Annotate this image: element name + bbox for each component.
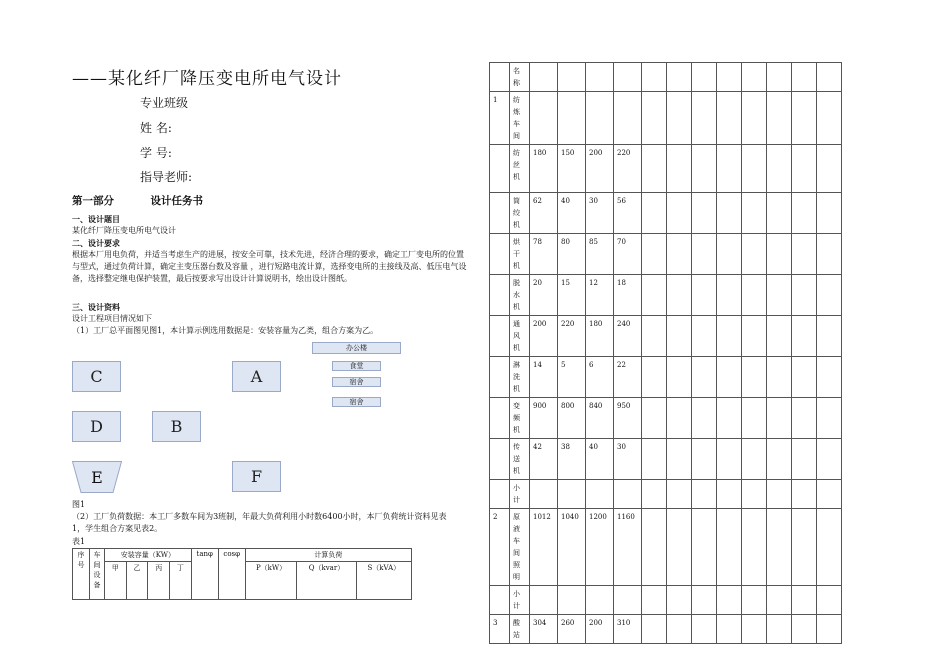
row-name: 筒绞机	[510, 193, 530, 234]
empty-cell	[817, 439, 842, 480]
empty-cell	[817, 193, 842, 234]
row-seq	[490, 480, 510, 509]
empty-cell	[742, 509, 767, 586]
col-q: Q（kvar）	[297, 562, 356, 600]
row-name: 小计	[510, 586, 530, 615]
row-value: 56	[614, 193, 642, 234]
empty-cell	[667, 357, 692, 398]
empty-cell	[767, 275, 792, 316]
row-name: 脱水机	[510, 275, 530, 316]
row-value: 70	[614, 234, 642, 275]
table-row	[490, 357, 842, 398]
seq-header: 序号	[73, 549, 90, 600]
empty-cell	[717, 615, 742, 644]
row-value: 840	[586, 398, 614, 439]
row-value: 40	[586, 439, 614, 480]
col-yi: 乙	[126, 562, 148, 600]
row-seq	[490, 145, 510, 193]
empty-cell	[767, 509, 792, 586]
row-value	[586, 92, 614, 145]
col-bing: 丙	[148, 562, 170, 600]
row-seq	[490, 316, 510, 357]
row-value	[558, 480, 586, 509]
row-name: 纺炼车间	[510, 92, 530, 145]
row-value: 950	[614, 398, 642, 439]
empty-cell	[692, 275, 717, 316]
empty-cell	[642, 316, 667, 357]
empty-cell	[642, 193, 667, 234]
empty-cell	[667, 398, 692, 439]
empty-cell	[692, 615, 717, 644]
row-name: 原液车间照明	[510, 509, 530, 586]
empty-cell	[792, 275, 817, 316]
row-name: 变频机	[510, 398, 530, 439]
empty-cell	[667, 615, 692, 644]
empty-cell	[692, 439, 717, 480]
table1-label: 表1	[72, 537, 86, 546]
table-row	[490, 145, 842, 193]
table-row	[490, 398, 842, 439]
row-value	[614, 92, 642, 145]
empty-cell	[742, 63, 767, 92]
section2-text: 根据本厂用电负荷，并适当考虑生产的进展，按安全可靠，技术先进，经济合理的要求，确定工厂变电所的位置与型式，通过负荷计算，确定主变压器台数及容量 ，进行短路电流计算，选择变电所的主接线及高、低压电气设备，选择整定继电保护装置，最后按要求写出设计计算说明书，绘出设计图纸。	[72, 250, 467, 283]
empty-cell	[742, 439, 767, 480]
empty-cell	[667, 193, 692, 234]
empty-cell	[767, 92, 792, 145]
empty-cell	[742, 92, 767, 145]
row-value: 80	[558, 234, 586, 275]
empty-cell	[642, 439, 667, 480]
row-seq	[490, 63, 510, 92]
empty-cell	[667, 234, 692, 275]
row-value: 15	[558, 275, 586, 316]
row-name: 酸站	[510, 615, 530, 644]
empty-cell	[692, 586, 717, 615]
row-value: 900	[530, 398, 558, 439]
empty-cell	[742, 357, 767, 398]
row-seq	[490, 357, 510, 398]
dorm-building-1: 宿舍	[332, 377, 381, 387]
empty-cell	[692, 234, 717, 275]
row-value: 78	[530, 234, 558, 275]
empty-cell	[717, 480, 742, 509]
workshop-a: A	[232, 361, 281, 392]
row-value	[558, 586, 586, 615]
empty-cell	[767, 586, 792, 615]
empty-cell	[792, 439, 817, 480]
empty-cell	[717, 357, 742, 398]
row-seq	[490, 275, 510, 316]
empty-cell	[792, 234, 817, 275]
empty-cell	[717, 439, 742, 480]
empty-cell	[792, 357, 817, 398]
tan-header: tanφ	[191, 549, 218, 600]
table-row	[490, 509, 842, 586]
row-value: 12	[586, 275, 614, 316]
row-value	[586, 480, 614, 509]
empty-cell	[742, 586, 767, 615]
row-seq	[490, 439, 510, 480]
row-seq	[490, 586, 510, 615]
cos-header: cosφ	[218, 549, 245, 600]
row-value	[530, 586, 558, 615]
empty-cell	[767, 234, 792, 275]
row-value: 85	[586, 234, 614, 275]
empty-cell	[717, 316, 742, 357]
row-value	[558, 63, 586, 92]
empty-cell	[792, 193, 817, 234]
row-value: 180	[530, 145, 558, 193]
empty-cell	[667, 316, 692, 357]
col-p: P（kW）	[245, 562, 297, 600]
section3-line1: 设计工程项目情况如下	[72, 314, 152, 323]
row-seq: 1	[490, 92, 510, 145]
empty-cell	[717, 234, 742, 275]
col-ding: 丁	[170, 562, 192, 600]
row-value: 220	[614, 145, 642, 193]
empty-cell	[767, 145, 792, 193]
row-value: 180	[586, 316, 614, 357]
row-seq	[490, 234, 510, 275]
empty-cell	[692, 357, 717, 398]
empty-cell	[792, 586, 817, 615]
empty-cell	[667, 509, 692, 586]
row-seq	[490, 398, 510, 439]
empty-cell	[817, 586, 842, 615]
row-value: 20	[530, 275, 558, 316]
row-value: 1012	[530, 509, 558, 586]
empty-cell	[767, 193, 792, 234]
empty-cell	[717, 275, 742, 316]
table-row	[490, 92, 842, 145]
row-value: 30	[614, 439, 642, 480]
empty-cell	[742, 480, 767, 509]
col-s: S（kVA）	[356, 562, 411, 600]
row-value: 240	[614, 316, 642, 357]
workshop-c: C	[72, 361, 121, 392]
workshop-b: B	[152, 411, 201, 442]
load-table-header	[72, 548, 412, 600]
row-value: 200	[586, 145, 614, 193]
empty-cell	[642, 234, 667, 275]
workshop-e-label: E	[91, 467, 103, 487]
empty-cell	[642, 275, 667, 316]
empty-cell	[717, 63, 742, 92]
row-seq: 3	[490, 615, 510, 644]
table-row	[490, 615, 842, 644]
empty-cell	[692, 193, 717, 234]
row-value	[530, 63, 558, 92]
row-value	[530, 480, 558, 509]
empty-cell	[717, 145, 742, 193]
canteen-building: 食堂	[332, 361, 381, 371]
empty-cell	[642, 480, 667, 509]
empty-cell	[792, 398, 817, 439]
empty-cell	[642, 145, 667, 193]
empty-cell	[742, 398, 767, 439]
load-table-continued	[489, 62, 842, 644]
empty-cell	[817, 480, 842, 509]
dorm-building-2: 宿舍	[332, 397, 381, 407]
empty-cell	[667, 480, 692, 509]
empty-cell	[742, 234, 767, 275]
row-value: 1040	[558, 509, 586, 586]
empty-cell	[667, 92, 692, 145]
empty-cell	[742, 145, 767, 193]
office-building: 办公楼	[312, 342, 401, 354]
empty-cell	[717, 586, 742, 615]
empty-cell	[667, 63, 692, 92]
row-name: 小计	[510, 480, 530, 509]
table-row	[490, 316, 842, 357]
empty-cell	[792, 509, 817, 586]
row-value	[614, 63, 642, 92]
row-value: 260	[558, 615, 586, 644]
row-value: 40	[558, 193, 586, 234]
empty-cell	[642, 357, 667, 398]
row-value	[614, 586, 642, 615]
table-row	[490, 63, 842, 92]
table-row	[490, 480, 842, 509]
empty-cell	[817, 615, 842, 644]
row-value: 200	[530, 316, 558, 357]
name-label: 姓 名:	[140, 121, 172, 135]
empty-cell	[692, 92, 717, 145]
empty-cell	[717, 92, 742, 145]
empty-cell	[692, 398, 717, 439]
row-name: 淋洗机	[510, 357, 530, 398]
empty-cell	[817, 63, 842, 92]
capacity-header: 安装容量（KW）	[105, 549, 192, 562]
empty-cell	[817, 316, 842, 357]
empty-cell	[692, 316, 717, 357]
empty-cell	[642, 586, 667, 615]
workshop-e	[72, 461, 122, 493]
row-value: 42	[530, 439, 558, 480]
empty-cell	[767, 63, 792, 92]
empty-cell	[642, 615, 667, 644]
row-value: 310	[614, 615, 642, 644]
student-id-label: 学 号:	[140, 146, 172, 160]
empty-cell	[667, 145, 692, 193]
empty-cell	[642, 92, 667, 145]
empty-cell	[642, 509, 667, 586]
empty-cell	[792, 480, 817, 509]
table-row	[490, 586, 842, 615]
row-value: 22	[614, 357, 642, 398]
row-value: 6	[586, 357, 614, 398]
row-value: 30	[586, 193, 614, 234]
workshop-f: F	[232, 461, 281, 492]
row-name: 通风机	[510, 316, 530, 357]
row-value: 304	[530, 615, 558, 644]
row-seq	[490, 193, 510, 234]
empty-cell	[767, 439, 792, 480]
row-value: 1200	[586, 509, 614, 586]
empty-cell	[767, 357, 792, 398]
document-title: ——某化纤厂降压变电所电气设计	[72, 69, 342, 89]
section3-heading: 三、设计资料	[72, 302, 120, 312]
row-value	[586, 586, 614, 615]
empty-cell	[667, 439, 692, 480]
empty-cell	[742, 615, 767, 644]
empty-cell	[692, 509, 717, 586]
empty-cell	[792, 615, 817, 644]
row-seq: 2	[490, 509, 510, 586]
row-value: 62	[530, 193, 558, 234]
table-row	[490, 439, 842, 480]
row-value: 5	[558, 357, 586, 398]
empty-cell	[642, 398, 667, 439]
empty-cell	[817, 275, 842, 316]
col-jia: 甲	[105, 562, 127, 600]
empty-cell	[742, 275, 767, 316]
row-value: 38	[558, 439, 586, 480]
row-value: 150	[558, 145, 586, 193]
row-value: 1160	[614, 509, 642, 586]
empty-cell	[692, 480, 717, 509]
empty-cell	[692, 145, 717, 193]
row-value: 18	[614, 275, 642, 316]
empty-cell	[817, 145, 842, 193]
row-name: 名称	[510, 63, 530, 92]
empty-cell	[817, 398, 842, 439]
empty-cell	[667, 275, 692, 316]
table-row	[490, 193, 842, 234]
row-name: 烘干机	[510, 234, 530, 275]
empty-cell	[767, 316, 792, 357]
empty-cell	[767, 480, 792, 509]
row-value	[530, 92, 558, 145]
empty-cell	[817, 234, 842, 275]
empty-cell	[817, 509, 842, 586]
empty-cell	[817, 357, 842, 398]
empty-cell	[792, 145, 817, 193]
empty-cell	[792, 63, 817, 92]
table-row	[490, 234, 842, 275]
workshop-header: 车间设备	[90, 549, 105, 600]
class-label: 专业班级	[140, 96, 189, 110]
section1-text: 某化纤厂降压变电所电气设计	[72, 226, 176, 235]
empty-cell	[817, 92, 842, 145]
empty-cell	[767, 398, 792, 439]
advisor-label: 指导老师:	[140, 170, 193, 184]
load-data-text: （2）工厂负荷数据：本工厂多数车间为3班制，年最大负荷利用小时数6400小时，本厂负荷统计资料见表1，学生组合方案见表2。	[72, 512, 447, 533]
row-value: 800	[558, 398, 586, 439]
empty-cell	[717, 398, 742, 439]
calc-load-header: 计算负荷	[245, 549, 411, 562]
row-value: 220	[558, 316, 586, 357]
row-value: 14	[530, 357, 558, 398]
section1-heading: 一、设计题目	[72, 214, 120, 224]
empty-cell	[717, 193, 742, 234]
row-value	[558, 92, 586, 145]
empty-cell	[742, 193, 767, 234]
empty-cell	[692, 63, 717, 92]
row-value: 200	[586, 615, 614, 644]
empty-cell	[717, 509, 742, 586]
empty-cell	[642, 63, 667, 92]
empty-cell	[792, 316, 817, 357]
empty-cell	[742, 316, 767, 357]
workshop-d: D	[72, 411, 121, 442]
empty-cell	[792, 92, 817, 145]
section3-line2: （1）工厂总平面图见图1，本计算示例选用数据是：安装容量为乙类，组合方案为乙。	[72, 326, 379, 335]
row-value	[586, 63, 614, 92]
empty-cell	[767, 615, 792, 644]
section2-heading: 二、设计要求	[72, 238, 120, 248]
figure-caption: 图1	[72, 500, 86, 509]
row-value	[614, 480, 642, 509]
empty-cell	[667, 586, 692, 615]
table-row	[490, 275, 842, 316]
row-name: 纺丝机	[510, 145, 530, 193]
part-heading: 第一部分 设计任务书	[72, 195, 204, 207]
row-name: 传送机	[510, 439, 530, 480]
